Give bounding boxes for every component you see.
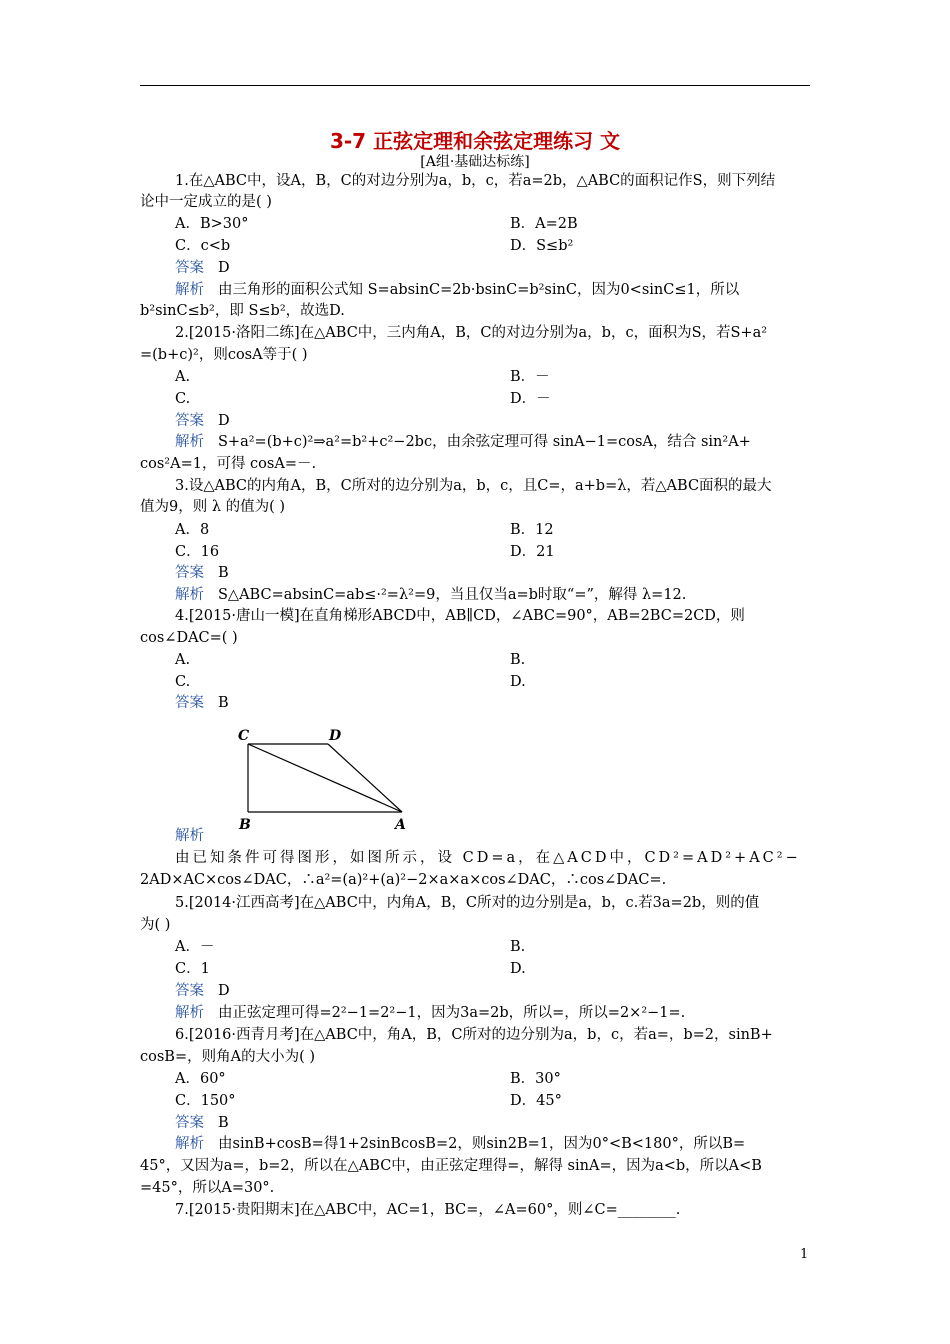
q1-option-d: D．S≤b² bbox=[510, 238, 574, 254]
q6-option-b: B．30° bbox=[510, 1071, 561, 1087]
q5-option-d: D. bbox=[510, 961, 526, 977]
header-rule bbox=[140, 85, 810, 86]
analysis-label: 解析 bbox=[175, 434, 204, 450]
answer-label: 答案 bbox=[175, 1115, 204, 1131]
q2-answer bbox=[175, 411, 230, 431]
q5-answer bbox=[175, 981, 230, 1001]
q6-answer-value: B bbox=[218, 1115, 229, 1131]
q3-option-c: C．16 bbox=[175, 544, 220, 560]
q1-stem-line1: 1.在△ABC中，设A，B，C的对边分别为a，b，c，若a=2b，△ABC的面积记作S，则下列结 bbox=[175, 173, 776, 189]
vertex-b-label: B bbox=[239, 817, 251, 833]
q4-option-b: B. bbox=[510, 652, 526, 668]
q3-stem-line1: 3.设△ABC的内角A，B，C所对的边分别为a，b，c，且C=，a+b=λ，若△ABC面积的最大 bbox=[175, 478, 772, 494]
q5-option-a: A．－ bbox=[175, 939, 215, 955]
q2-stem-line2: =(b+c)²，则cosA等于( ) bbox=[140, 347, 308, 363]
answer-label: 答案 bbox=[175, 695, 204, 711]
q2-option-d: D．－ bbox=[510, 391, 551, 407]
q1-answer-value: D bbox=[218, 260, 230, 276]
q6-option-a: A．60° bbox=[175, 1071, 226, 1087]
q3-analysis-line1 bbox=[175, 585, 686, 605]
q2-option-b: B．－ bbox=[510, 369, 550, 385]
q3-analysis-text: S△ABC=absinC=ab≤·²=λ²=9，当且仅当a=b时取“=”，解得 λ=12. bbox=[218, 587, 687, 603]
q5-answer-value: D bbox=[218, 983, 230, 999]
q5-stem-line2: 为( ) bbox=[140, 917, 171, 933]
q4-analysis-line2: 2AD×AC×cos∠DAC，∴a²=(a)²+(a)²−2×a×a×cos∠DAC，∴cos∠DAC=. bbox=[140, 872, 667, 888]
answer-label: 答案 bbox=[175, 983, 204, 999]
q2-analysis-text: S+a²=(b+c)²⇒a²=b²+c²−2bc，由余弦定理可得 sinA−1=cosA，结合 sin²A+ bbox=[218, 434, 751, 450]
q6-stem-line1: 6.[2016·西青月考]在△ABC中，角A，B，C所对的边分别为a，b，c，若a=，b=2，sinB+ bbox=[175, 1027, 773, 1043]
q3-option-a: A．8 bbox=[175, 522, 210, 538]
q1-answer bbox=[175, 258, 230, 278]
q1-stem-line2: 论中一定成立的是( ) bbox=[140, 194, 272, 210]
q6-option-d: D．45° bbox=[510, 1093, 562, 1109]
q7-stem-line1: 7.[2015·贵阳期末]在△ABC中，AC=1，BC=，∠A=60°，则∠C=________. bbox=[175, 1202, 681, 1218]
q6-analysis-text: 由sinB+cosB=得1+2sinBcosB=2，则sin2B=1，因为0°<B<180°，所以B= bbox=[218, 1136, 746, 1152]
answer-label: 答案 bbox=[175, 413, 204, 429]
analysis-label: 解析 bbox=[175, 1005, 204, 1021]
q3-answer bbox=[175, 563, 229, 583]
q1-option-a: A．B>30° bbox=[175, 216, 249, 232]
section-subtitle: [A组·基础达标练] bbox=[420, 154, 530, 170]
q4-stem-line1: 4.[2015·唐山一模]在直角梯形ABCD中，AB∥CD，∠ABC=90°，AB=2BC=2CD，则 bbox=[175, 608, 745, 624]
q2-answer-value: D bbox=[218, 413, 230, 429]
q6-option-c: C．150° bbox=[175, 1093, 236, 1109]
q5-analysis-text: 由正弦定理可得=2²−1=2²−1，因为3a=2b，所以=，所以=2×²−1=. bbox=[218, 1005, 686, 1021]
q3-answer-value: B bbox=[218, 565, 229, 581]
page-title: 3-7 正弦定理和余弦定理练习 文 bbox=[329, 129, 621, 153]
vertex-d-label: D bbox=[329, 728, 342, 744]
q1-analysis-line1 bbox=[175, 280, 739, 300]
q5-analysis-line1 bbox=[175, 1003, 685, 1023]
q3-option-b: B．12 bbox=[510, 522, 554, 538]
q5-stem-line1: 5.[2014·江西高考]在△ABC中，内角A，B，C所对的边分别是a，b，c.若3a=2b，则的值 bbox=[175, 895, 760, 911]
analysis-label: 解析 bbox=[175, 1136, 204, 1152]
q5-option-b: B. bbox=[510, 939, 526, 955]
q2-option-a: A. bbox=[175, 369, 191, 385]
answer-label: 答案 bbox=[175, 260, 204, 276]
q3-stem-line2: 值为9，则 λ 的值为( ) bbox=[140, 499, 286, 515]
q4-stem-line2: cos∠DAC=( ) bbox=[140, 630, 238, 646]
q5-option-c: C．1 bbox=[175, 961, 210, 977]
q2-analysis-line1 bbox=[175, 432, 751, 452]
q1-analysis-text: 由三角形的面积公式知 S=absinC=2b·bsinC=b²sinC，因为0<sinC≤1，所以 bbox=[218, 282, 740, 298]
vertex-c-label: C bbox=[238, 728, 250, 744]
q1-analysis-line2: b²sinC≤b²，即 S≤b²，故选D. bbox=[140, 303, 345, 319]
q1-option-b: B．A=2B bbox=[510, 216, 578, 232]
q4-answer bbox=[175, 693, 229, 713]
diagonal-ca bbox=[248, 744, 402, 812]
q3-option-d: D．21 bbox=[510, 544, 555, 560]
q6-analysis-line1 bbox=[175, 1134, 745, 1154]
q1-option-c: C．c<b bbox=[175, 238, 231, 254]
analysis-label: 解析 bbox=[175, 282, 204, 298]
q4-option-c: C. bbox=[175, 674, 191, 690]
q4-option-a: A. bbox=[175, 652, 191, 668]
analysis-label: 解析 bbox=[175, 587, 204, 603]
q2-stem-line1: 2.[2015·洛阳二练]在△ABC中，三内角A，B，C的对边分别为a，b，c，面积为S，若S+a² bbox=[175, 325, 768, 341]
trapezoid-figure bbox=[230, 724, 420, 834]
q4-answer-value: B bbox=[218, 695, 229, 711]
answer-label: 答案 bbox=[175, 565, 204, 581]
q4-option-d: D. bbox=[510, 674, 526, 690]
edge-da bbox=[328, 744, 402, 812]
q2-analysis-line2: cos²A=1，可得 cosA=－. bbox=[140, 456, 317, 472]
analysis-label: 解析 bbox=[175, 828, 204, 844]
q6-analysis-line2: 45°，又因为a=，b=2，所以在△ABC中，由正弦定理得=，解得 sinA=，因为a<b，所以A<B bbox=[140, 1158, 762, 1174]
q6-stem-line2: cosB=，则角A的大小为( ) bbox=[140, 1049, 315, 1065]
q6-analysis-line3: =45°，所以A=30°. bbox=[140, 1180, 275, 1196]
page-number: 1 bbox=[800, 1247, 809, 1262]
q6-answer bbox=[175, 1113, 229, 1133]
q4-analysis-heading bbox=[175, 826, 204, 846]
q4-analysis-line1: 由已知条件可得图形，如图所示，设 CD=a，在△ACD中，CD²=AD²+AC²− bbox=[175, 850, 801, 866]
vertex-a-label: A bbox=[395, 817, 406, 833]
q2-option-c: C. bbox=[175, 391, 191, 407]
